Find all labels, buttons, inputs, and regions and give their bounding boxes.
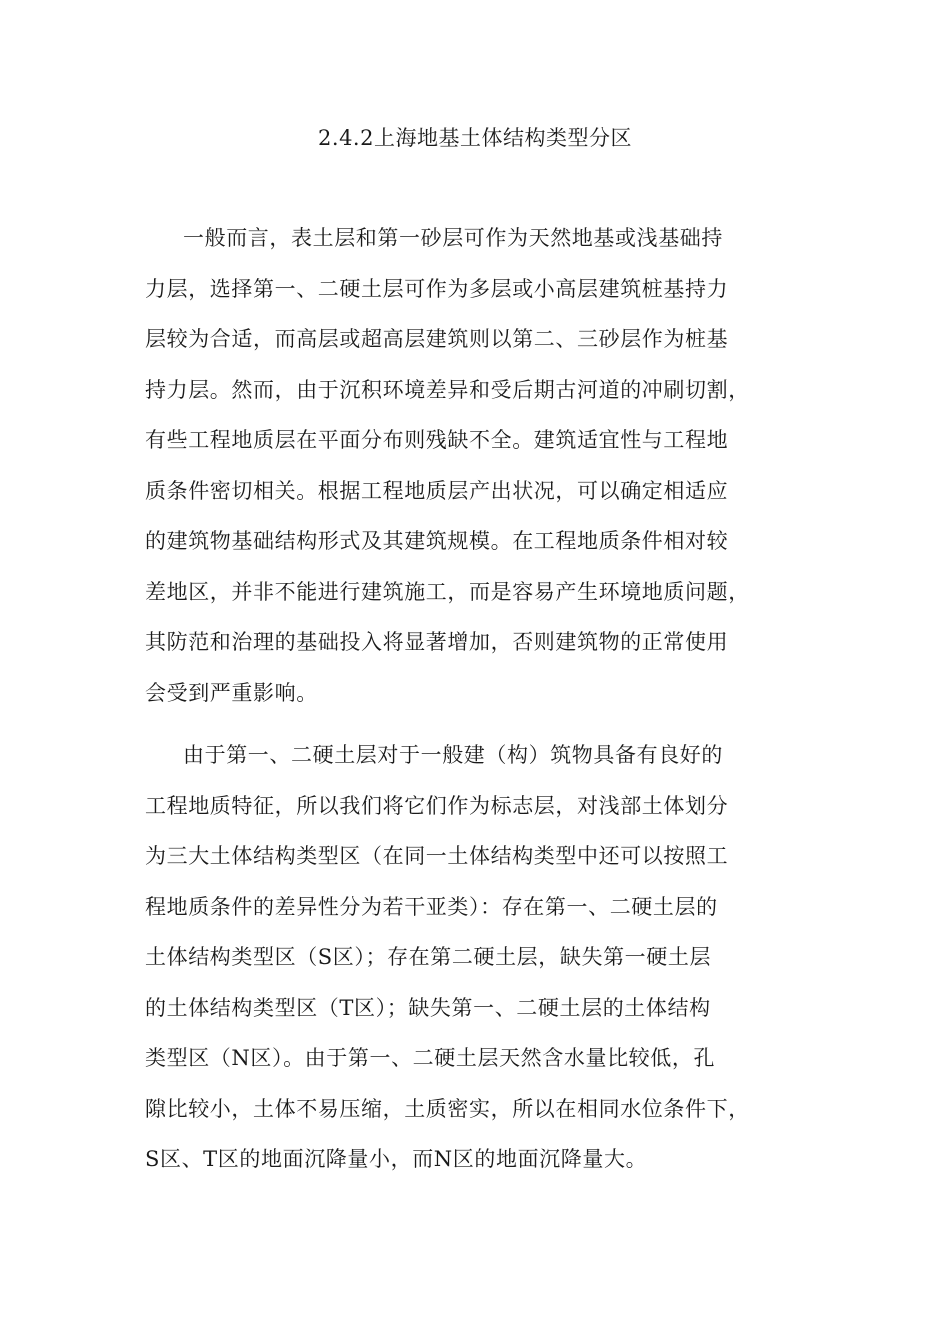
paragraph-line: 一般而言，表土层和第一砂层可作为天然地基或浅基础持 <box>183 226 723 250</box>
section-heading: 2.4.2上海地基土体结构类型分区 <box>318 126 632 150</box>
paragraph-line: 的建筑物基础结构形式及其建筑规模。在工程地质条件相对较 <box>145 529 729 553</box>
paragraph-line: 力层，选择第一、二硬土层可作为多层或小高层建筑桩基持力 <box>145 276 729 301</box>
paragraph-line: 持力层。然而，由于沉积环境差异和受后期古河道的冲刷切割， <box>145 377 750 402</box>
paragraph-line: 工程地质特征，所以我们将它们作为标志层，对浅部土体划分 <box>145 793 729 818</box>
paragraph-line: 的土体结构类型区（T区）；缺失第一、二硬土层的土体结构 <box>145 995 711 1020</box>
paragraph-line: 程地质条件的差异性分为若干亚类）：存在第一、二硬土层的 <box>145 894 718 919</box>
paragraph-line: 层较为合适，而高层或超高层建筑则以第二、三砂层作为桩基 <box>145 327 729 351</box>
paragraph-line: S区、T区的地面沉降量小，而N区的地面沉降量大。 <box>145 1147 648 1171</box>
paragraph-line: 为三大土体结构类型区（在同一土体结构类型中还可以按照工 <box>145 844 729 868</box>
paragraph-line: 会受到严重影响。 <box>145 680 318 705</box>
paragraph-line: 类型区（N区）。由于第一、二硬土层天然含水量比较低，孔 <box>145 1046 716 1070</box>
paragraph-line: 有些工程地质层在平面分布则残缺不全。建筑适宜性与工程地 <box>145 428 729 452</box>
paragraph-line: 其防范和治理的基础投入将显著增加，否则建筑物的正常使用 <box>145 630 729 654</box>
paragraph-line: 质条件密切相关。根据工程地质层产出状况，可以确定相适应 <box>145 478 729 503</box>
paragraph-line: 隙比较小，土体不易压缩，土质密实，所以在相同水位条件下， <box>145 1096 750 1121</box>
paragraph-line: 土体结构类型区（S区）；存在第二硬土层，缺失第一硬土层 <box>145 945 712 969</box>
paragraph-2 <box>145 730 755 1185</box>
paragraph-1 <box>145 213 755 718</box>
paragraph-line: 差地区，并非不能进行建筑施工，而是容易产生环境地质问题， <box>145 579 750 604</box>
paragraph-line: 由于第一、二硬土层对于一般建（构）筑物具备有良好的 <box>183 743 723 767</box>
